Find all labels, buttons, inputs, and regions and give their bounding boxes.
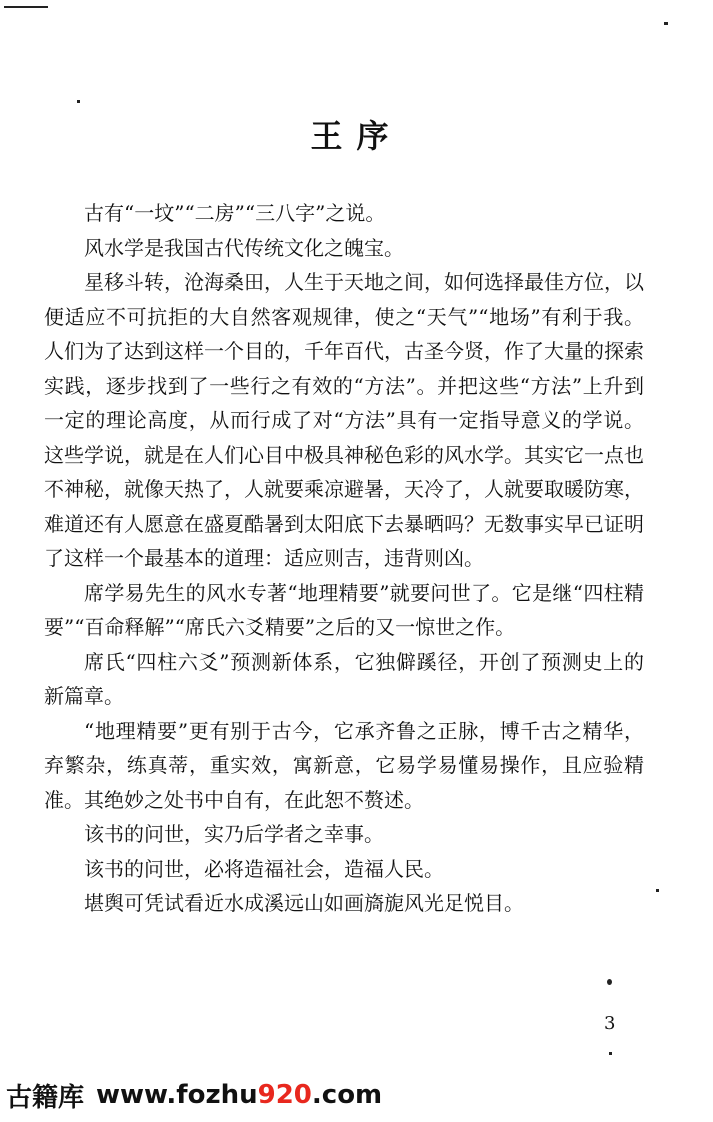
paragraph: 席氏“四柱六爻”预测新体系，它独僻蹊径，开创了预测史上的新篇章。 (44, 649, 644, 708)
footer-url (96, 1080, 382, 1110)
footer-url-number: 920 (257, 1080, 312, 1110)
scan-mark (664, 22, 668, 25)
footer-site-name: 古籍库 (6, 1082, 85, 1113)
scan-mark (656, 889, 659, 892)
scan-mark (609, 1052, 612, 1055)
paragraph: 堪舆可凭试看近水成溪远山如画旖旎风光足悦目。 (84, 891, 524, 915)
footer-url-prefix: www.fozhu (96, 1080, 258, 1110)
footer-url-suffix: .com (311, 1080, 383, 1110)
page-title: 王序 (310, 117, 403, 155)
body-text (44, 196, 644, 921)
paragraph: 该书的问世，实乃后学者之幸事。 (84, 822, 384, 846)
paragraph: “地理精要”更有别于古今，它承齐鲁之正脉，博千古之精华，弃繁杂，练真蒂，重实效，寓新意，它易学易懂易操作，且应验精准。其绝妙之处书中自有，在此恕不赘述。 (44, 718, 644, 812)
paragraph: 古有“一坟”“二房”“三八字”之说。 (84, 201, 386, 225)
watermark-footer (0, 1068, 713, 1122)
scan-mark (77, 100, 80, 103)
scan-mark (607, 979, 612, 985)
paragraph: 席学易先生的风水专著“地理精要”就要问世了。它是继“四柱精要”“百命释解”“席氏六爻精要”之后的又一惊世之作。 (44, 580, 644, 639)
scan-mark (4, 6, 48, 8)
paragraph: 星移斗转，沧海桑田，人生于天地之间，如何选择最佳方位，以便适应不可抗拒的大自然客观规律，使之“天气”“地场”有利于我。人们为了达到这样一个目的，千年百代，古圣今贤，作了大量的探索实践，逐步找到了一些行之有效的“方法”。并把这些“方法”上升到一定的理论高度，从而行成了对“方法”具有一定指导意义的学说。这些学说，就是在人们心目中极具神秘色彩的风水学。其实它一点也不神秘，就像天热了，人就要乘凉避暑，天冷了，人就要取暖防寒，难道还有人愿意在盛夏酷暑到太阳底下去暴晒吗？无数事实早已证明了这样一个最基本的道理：适应则吉，违背则凶。 (44, 270, 644, 570)
page-number: 3 (604, 1013, 616, 1034)
paragraph: 该书的问世，必将造福社会，造福人民。 (84, 856, 444, 881)
paragraph: 风水学是我国古代传统文化之魄宝。 (84, 235, 404, 260)
